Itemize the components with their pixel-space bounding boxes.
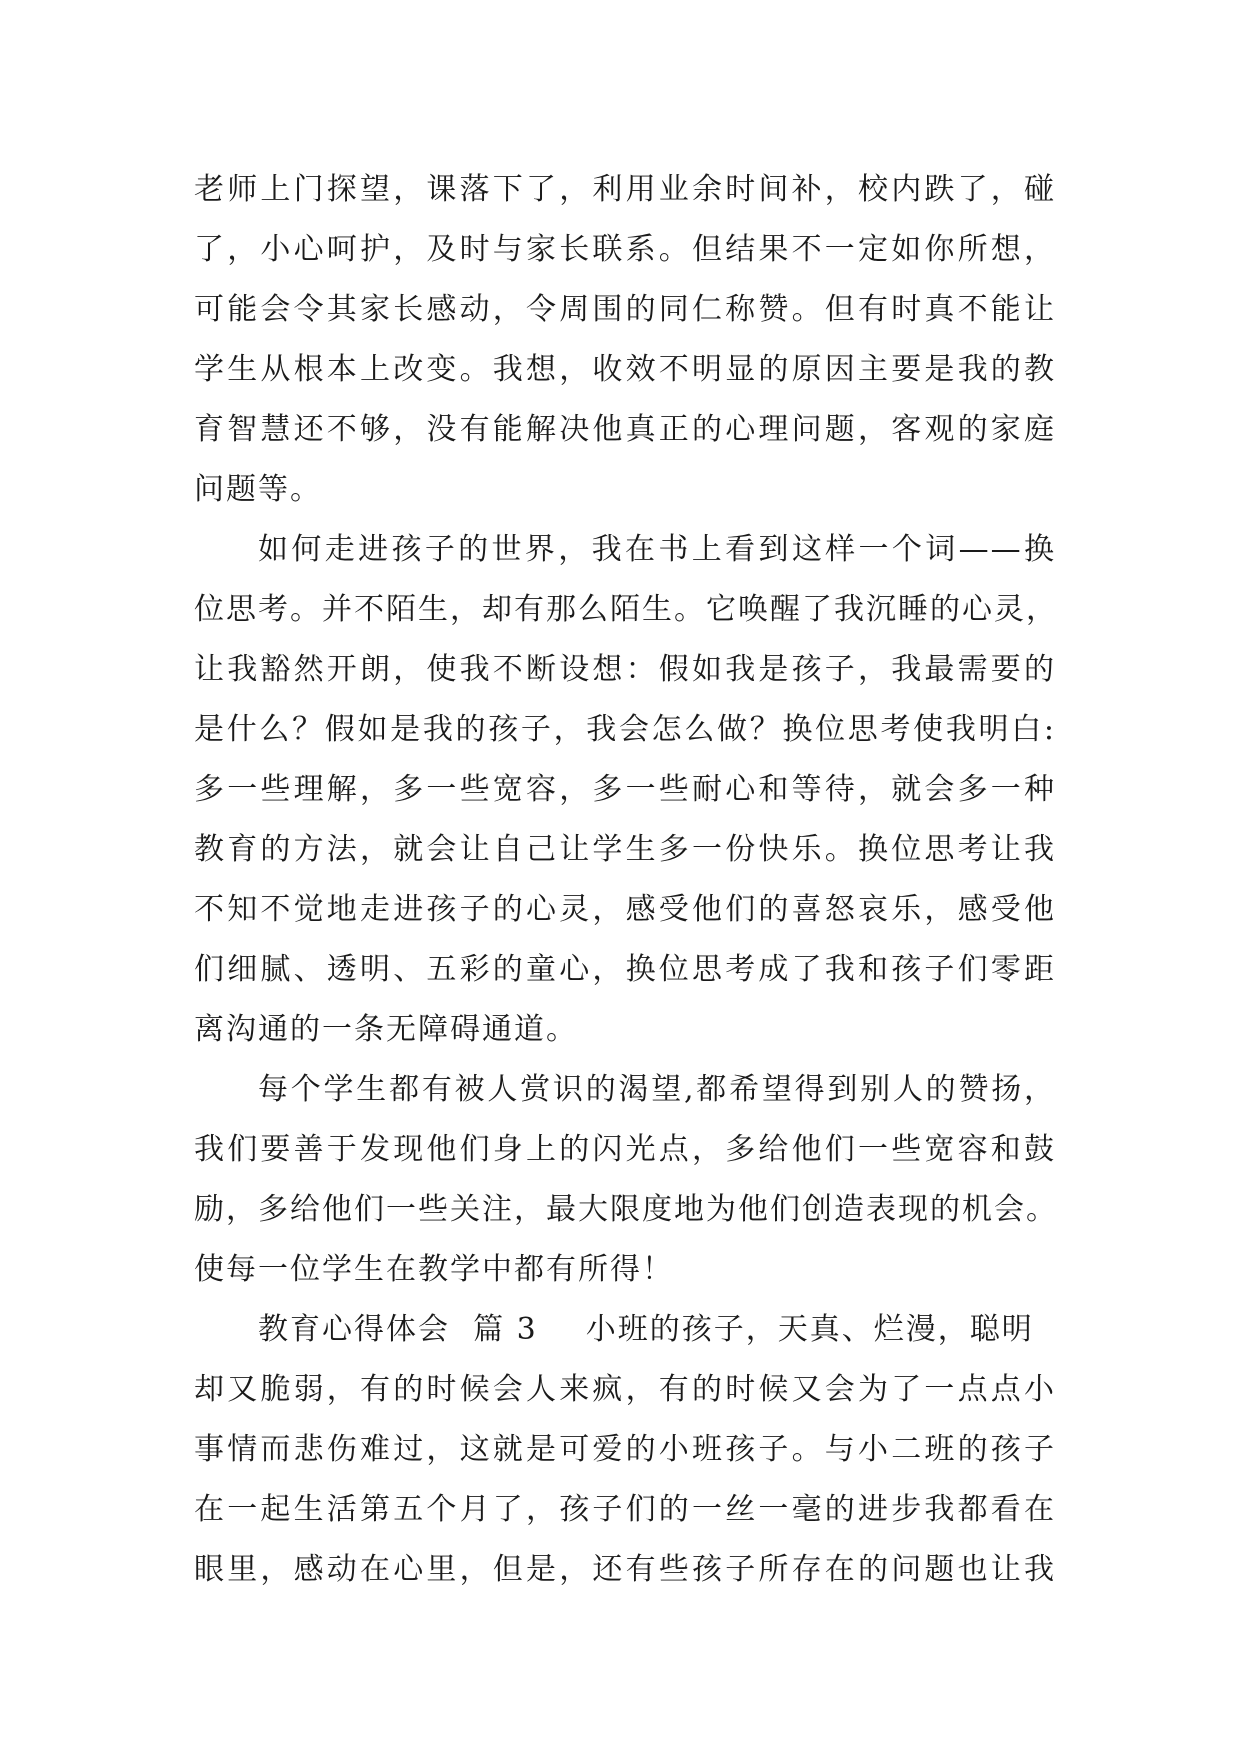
text-line: 位思考。并不陌生，却有那么陌生。它唤醒了我沉睡的心灵，	[194, 592, 1058, 627]
paragraph-4	[194, 1300, 1056, 1600]
text-line: 可能会令其家长感动，令周围的同仁称赞。但有时真不能让	[194, 292, 1056, 327]
text-line: 在一起生活第五个月了，孩子们的一丝一毫的进步我都看在	[194, 1492, 1056, 1527]
paragraph-1	[194, 160, 1056, 520]
text-line: 如何走进孩子的世界，我在书上看到这样一个词——换	[258, 532, 1056, 567]
text-line: 使每一位学生在教学中都有所得！	[194, 1252, 674, 1287]
text-line: 们细腻、透明、五彩的童心，换位思考成了我和孩子们零距	[194, 952, 1056, 987]
body-text	[194, 160, 1056, 1600]
text-line: 学生从根本上改变。我想，收效不明显的原因主要是我的教	[194, 352, 1056, 387]
text-line: 却又脆弱，有的时候会人来疯，有的时候又会为了一点点小	[194, 1372, 1056, 1407]
text-line	[194, 1300, 1056, 1360]
text-line: 每个学生都有被人赏识的渴望,都希望得到别人的赞扬，	[258, 1072, 1056, 1107]
text-line: 是什么？假如是我的孩子，我会怎么做？换位思考使我明白:	[194, 712, 1056, 747]
text-line: 了，小心呵护，及时与家长联系。但结果不一定如你所想，	[194, 232, 1056, 267]
paragraph-2	[194, 520, 1056, 1060]
text-line: 多一些理解，多一些宽容，多一些耐心和等待，就会多一种	[194, 772, 1056, 807]
section-heading: 教育心得体会 篇 3	[258, 1312, 538, 1347]
text-line: 我们要善于发现他们身上的闪光点，多给他们一些宽容和鼓	[194, 1132, 1056, 1167]
text-line: 老师上门探望，课落下了，利用业余时间补，校内跌了，碰	[194, 172, 1056, 207]
text-line: 教育的方法，就会让自己让学生多一份快乐。换位思考让我	[194, 832, 1056, 867]
text-line: 不知不觉地走进孩子的心灵，感受他们的喜怒哀乐，感受他	[194, 892, 1056, 927]
text-line: 事情而悲伤难过，这就是可爱的小班孩子。与小二班的孩子	[194, 1432, 1056, 1467]
text-line-content: 小班的孩子，天真、烂漫，聪明	[585, 1312, 1034, 1347]
text-line: 育智慧还不够，没有能解决他真正的心理问题，客观的家庭	[194, 412, 1056, 447]
paragraph-3	[194, 1060, 1056, 1300]
text-line: 问题等。	[194, 472, 322, 507]
text-line: 眼里，感动在心里，但是，还有些孩子所存在的问题也让我	[194, 1552, 1056, 1587]
text-line: 离沟通的一条无障碍通道。	[194, 1012, 578, 1047]
text-line: 让我豁然开朗，使我不断设想：假如我是孩子，我最需要的	[194, 652, 1056, 687]
text-line: 励，多给他们一些关注，最大限度地为他们创造表现的机会。	[194, 1192, 1058, 1227]
